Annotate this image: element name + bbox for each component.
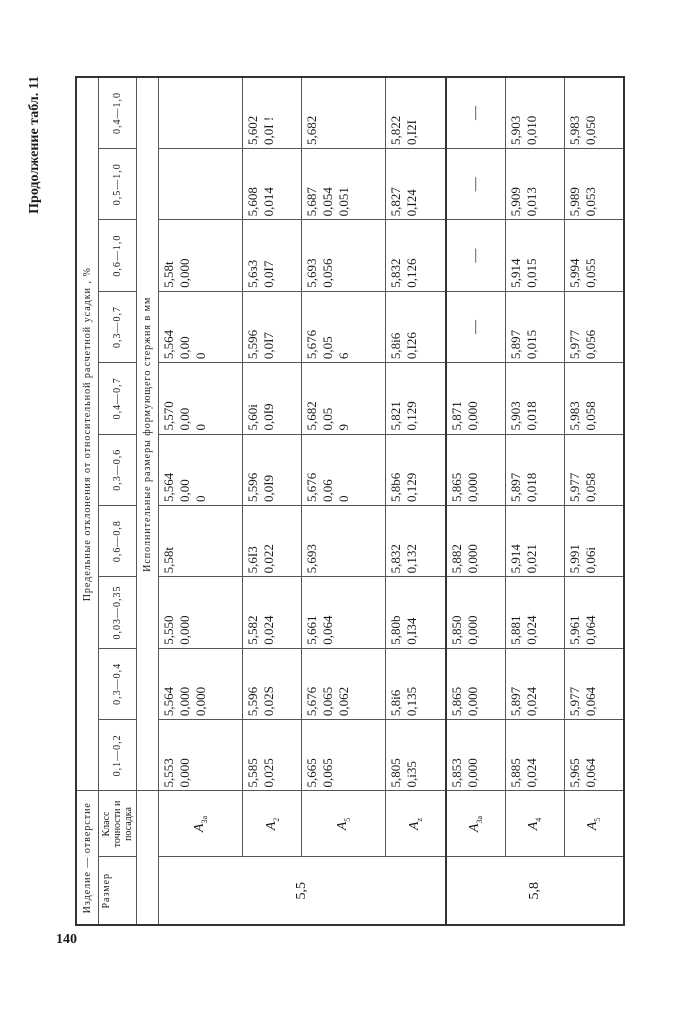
value-cell xyxy=(564,77,624,148)
class-cell: $A_4$ xyxy=(505,791,564,857)
value-line: 5,58t xyxy=(160,546,176,574)
value-cell xyxy=(505,720,564,791)
value-line: 5,553 xyxy=(160,758,176,788)
value-cell xyxy=(242,720,301,791)
value-cell xyxy=(158,291,242,362)
value-line: 5,865 xyxy=(448,686,464,717)
value-cell xyxy=(505,77,564,148)
value-line: 0,053 xyxy=(582,187,598,217)
value-line: 5,983 xyxy=(566,401,582,431)
value-cell xyxy=(242,434,301,505)
value-cell xyxy=(446,720,506,791)
page-number: 140 xyxy=(56,932,77,947)
value-line: 0,05 xyxy=(319,407,335,431)
value-cell xyxy=(386,220,446,291)
value-cell xyxy=(301,720,385,791)
value-line: 0,058 xyxy=(582,401,598,431)
value-line: 0,014 xyxy=(260,187,276,217)
value-cell xyxy=(564,720,624,791)
value-line: 0,000 xyxy=(176,258,192,288)
value-line: 0 xyxy=(192,424,208,431)
value-line: 5,897 xyxy=(507,329,523,360)
value-line: 5,693 xyxy=(303,544,319,574)
value-cell xyxy=(242,148,301,219)
value-cell xyxy=(386,291,446,362)
value-line: 0,129 xyxy=(404,472,420,502)
value-line: 0,051 xyxy=(335,187,351,217)
value-line: 0,010 xyxy=(523,115,539,145)
value-line: 0,000 xyxy=(192,686,208,717)
value-cell xyxy=(158,77,242,148)
value-cell xyxy=(564,434,624,505)
value-cell xyxy=(564,648,624,719)
value-line: 0,018 xyxy=(523,401,539,431)
rotated-table-block xyxy=(27,76,625,926)
value-line: 0,013 xyxy=(523,187,539,217)
value-cell xyxy=(158,505,242,576)
value-cell xyxy=(158,220,242,291)
value-line: 5,570 xyxy=(160,401,176,431)
value-line: 5,853 xyxy=(448,758,464,788)
value-cell xyxy=(242,577,301,648)
value-line: 5,822 xyxy=(388,115,404,145)
range-header: 0,3—0,4 xyxy=(98,648,136,719)
value-line: 5,882 xyxy=(448,544,464,574)
value-line: 0,064 xyxy=(582,615,598,645)
value-line: 5,602 xyxy=(244,115,260,145)
value-cell: — xyxy=(446,291,506,362)
value-line: 6 xyxy=(335,352,351,360)
value-line: 5,991 xyxy=(566,544,582,574)
value-line: 0,064 xyxy=(582,758,598,788)
value-line: 5,832 xyxy=(388,544,404,574)
value-line: 5,665 xyxy=(303,758,319,788)
value-line: 5,564 xyxy=(160,686,176,717)
value-line: 0,022 xyxy=(260,544,276,574)
value-cell xyxy=(301,291,385,362)
table-row xyxy=(505,77,564,925)
value-line: 0,015 xyxy=(523,258,539,288)
value-cell xyxy=(505,148,564,219)
value-cell xyxy=(446,577,506,648)
value-line: 0,06i xyxy=(582,546,598,574)
value-line: 0,000 xyxy=(464,758,480,788)
value-cell xyxy=(505,577,564,648)
table-row xyxy=(242,77,301,925)
value-cell xyxy=(446,648,506,719)
value-line: 0,058 xyxy=(582,472,598,502)
value-cell xyxy=(386,720,446,791)
range-header: 0,6—1,0 xyxy=(98,220,136,291)
value-cell: — xyxy=(446,220,506,291)
class-cell: $A_2$ xyxy=(242,791,301,857)
value-line: 0,064 xyxy=(319,615,335,645)
value-line: 0,0I ! xyxy=(260,116,276,145)
value-line: 0,055 xyxy=(582,258,598,288)
class-cell: $A_z$ xyxy=(386,791,446,857)
value-cell xyxy=(505,220,564,291)
value-line: 0,021 xyxy=(523,544,539,574)
value-line: 5,850 xyxy=(448,615,464,645)
value-line: 0,00 xyxy=(176,336,192,360)
range-header: 0,3—0,6 xyxy=(98,434,136,505)
value-line: 0,02S xyxy=(260,686,276,717)
value-line: 5,897 xyxy=(507,472,523,502)
table-row xyxy=(386,77,446,925)
value-line: 5,897 xyxy=(507,686,523,717)
value-line: 5,8i6 xyxy=(388,689,404,717)
value-line: 0,0I7 xyxy=(260,332,276,360)
value-line: 0,I26 xyxy=(404,332,420,360)
value-cell xyxy=(158,434,242,505)
value-line: 5,865 xyxy=(448,472,464,502)
range-header: 0,6—0,8 xyxy=(98,505,136,576)
value-line: 0,135 xyxy=(404,686,420,717)
value-line: 5,903 xyxy=(507,115,523,145)
value-line: 0 xyxy=(192,352,208,360)
deviations-header: Предельные отклонения от относительной расчетной усадки , % xyxy=(76,77,98,791)
value-line: 5,977 xyxy=(566,329,582,360)
value-line: 0,000 xyxy=(176,615,192,645)
value-line: 0,015 xyxy=(523,329,539,360)
value-cell xyxy=(301,648,385,719)
class-cell: $A_{3а}$ xyxy=(446,791,506,857)
value-line: 5,903 xyxy=(507,401,523,431)
value-cell xyxy=(505,648,564,719)
value-line: 5,596 xyxy=(244,686,260,717)
range-header: 0,3—0,7 xyxy=(98,291,136,362)
table-row xyxy=(446,77,506,925)
value-line: 0,056 xyxy=(319,258,335,288)
tolerance-table xyxy=(75,76,625,926)
value-line: 5,682 xyxy=(303,115,319,145)
value-line: 0,000 xyxy=(176,758,192,788)
value-line: 5,676 xyxy=(303,329,319,360)
value-line: 5,989 xyxy=(566,187,582,217)
value-line: 5,914 xyxy=(507,258,523,288)
value-line: 5,994 xyxy=(566,258,582,288)
value-cell xyxy=(158,363,242,434)
value-cell xyxy=(242,363,301,434)
table-row xyxy=(301,77,385,925)
value-line: 5,832 xyxy=(388,258,404,288)
value-line: 0,0I9 xyxy=(260,403,276,431)
value-cell xyxy=(242,291,301,362)
value-line: 0,000 xyxy=(464,686,480,717)
value-cell xyxy=(564,505,624,576)
value-line: 5,8b6 xyxy=(388,472,404,502)
value-line: 5,8i6 xyxy=(388,332,404,360)
value-cell xyxy=(301,434,385,505)
value-cell xyxy=(301,148,385,219)
value-cell xyxy=(242,220,301,291)
value-cell xyxy=(505,291,564,362)
value-cell xyxy=(242,648,301,719)
value-line: 0,024 xyxy=(523,615,539,645)
class-cell: $A_5$ xyxy=(301,791,385,857)
value-cell xyxy=(386,434,446,505)
value-cell xyxy=(242,505,301,576)
value-line: 0,00 xyxy=(176,407,192,431)
value-line: 5,582 xyxy=(244,615,260,645)
value-cell xyxy=(564,577,624,648)
value-line: 5,596 xyxy=(244,472,260,502)
value-line: 0,000 xyxy=(464,472,480,502)
value-line: 0,054 xyxy=(319,187,335,217)
value-line: 0,132 xyxy=(404,544,420,574)
value-line: 5,608 xyxy=(244,187,260,217)
value-line: 9 xyxy=(335,424,351,431)
value-cell xyxy=(158,648,242,719)
value-line: 0 xyxy=(335,495,351,502)
value-cell xyxy=(446,434,506,505)
value-line: 5,564 xyxy=(160,472,176,502)
value-cell: — xyxy=(446,77,506,148)
value-line: 0,062 xyxy=(335,686,351,717)
value-line: 5,661 xyxy=(303,615,319,645)
value-line: 0,126 xyxy=(404,258,420,288)
value-line: 0,0I9 xyxy=(260,474,276,502)
value-line: 0,000 xyxy=(176,686,192,717)
value-line: 5,60i xyxy=(244,404,260,431)
value-cell xyxy=(505,363,564,434)
value-cell xyxy=(158,577,242,648)
range-header: 0,4—1,0 xyxy=(98,77,136,148)
executive-band: Исполнительные размеры формующего стержня в мм xyxy=(136,77,158,791)
range-header: 0,5—1,0 xyxy=(98,148,136,219)
value-line: 5,805 xyxy=(388,758,404,788)
value-cell xyxy=(564,148,624,219)
value-line: 5,564 xyxy=(160,329,176,360)
range-header: 0,1—0,2 xyxy=(98,720,136,791)
value-cell xyxy=(158,720,242,791)
size-header: Размер xyxy=(98,857,136,925)
value-cell xyxy=(386,363,446,434)
value-cell xyxy=(386,77,446,148)
value-line: 0,I24 xyxy=(404,189,420,217)
blank-band xyxy=(136,791,158,925)
value-line: 5,58t xyxy=(160,261,176,288)
value-cell xyxy=(564,363,624,434)
value-cell xyxy=(564,220,624,291)
value-line: 5,977 xyxy=(566,472,582,502)
value-line: 0,I2I xyxy=(404,120,420,145)
value-line: 5,6з3 xyxy=(244,259,260,288)
value-line: 5,827 xyxy=(388,187,404,217)
value-line: 5,682 xyxy=(303,401,319,431)
value-line: 5,6I3 xyxy=(244,546,260,574)
range-header: 0,4—0,7 xyxy=(98,363,136,434)
range-header: 0,03—0,35 xyxy=(98,577,136,648)
size-cell: 5,5 xyxy=(158,857,446,925)
value-line: 5,550 xyxy=(160,615,176,645)
value-line: 0,i35 xyxy=(404,761,420,788)
value-cell xyxy=(446,505,506,576)
value-line: 5,80b xyxy=(388,615,404,645)
value-line: 0,024 xyxy=(523,686,539,717)
value-line: 0,065 xyxy=(319,758,335,788)
value-cell xyxy=(301,577,385,648)
value-line: 0,025 xyxy=(260,758,276,788)
value-line: 0,024 xyxy=(260,615,276,645)
value-cell xyxy=(386,148,446,219)
value-cell xyxy=(301,505,385,576)
value-line: 0,064 xyxy=(582,686,598,717)
value-line: 0,I34 xyxy=(404,617,420,645)
value-cell: — xyxy=(446,148,506,219)
value-line: 0,0I7 xyxy=(260,260,276,288)
value-line: 5,821 xyxy=(388,401,404,431)
class-header: Класс точности и посадка xyxy=(98,791,136,857)
value-line: 5,881 xyxy=(507,615,523,645)
value-line: 5,871 xyxy=(448,401,464,431)
value-line: 0,000 xyxy=(464,544,480,574)
class-cell: $A_5$ xyxy=(564,791,624,857)
value-cell xyxy=(386,648,446,719)
value-line: 0,05 xyxy=(319,336,335,360)
value-line: 0,00 xyxy=(176,479,192,502)
value-line: 0,056 xyxy=(582,329,598,360)
value-line: 5,687 xyxy=(303,187,319,217)
value-line: 0,000 xyxy=(464,615,480,645)
value-line: 0,050 xyxy=(582,115,598,145)
value-line: 5,585 xyxy=(244,758,260,788)
value-line: 5,596 xyxy=(244,329,260,360)
size-cell: 5,8 xyxy=(446,857,624,925)
value-cell xyxy=(242,77,301,148)
value-line: 5,914 xyxy=(507,544,523,574)
table-caption: Продолжение табл. 11 xyxy=(27,76,42,214)
value-line: 0,000 xyxy=(464,401,480,431)
value-line: 0 xyxy=(192,495,208,502)
value-line: 5,961 xyxy=(566,615,582,645)
value-line: 5,977 xyxy=(566,686,582,717)
product-header: Изделие — отверстие xyxy=(76,791,98,925)
value-line: 5,983 xyxy=(566,115,582,145)
value-cell xyxy=(505,434,564,505)
table-row xyxy=(564,77,624,925)
value-cell xyxy=(301,77,385,148)
value-line: 5,965 xyxy=(566,758,582,788)
value-cell xyxy=(505,505,564,576)
value-line: 0,018 xyxy=(523,472,539,502)
table-row xyxy=(158,77,242,925)
class-cell: $A_{3а}$ xyxy=(158,791,242,857)
value-line: 0,06 xyxy=(319,479,335,502)
value-line: 5,909 xyxy=(507,187,523,217)
value-cell xyxy=(564,291,624,362)
value-cell xyxy=(301,363,385,434)
value-cell xyxy=(386,505,446,576)
value-cell xyxy=(446,363,506,434)
value-cell xyxy=(301,220,385,291)
value-line: 5,676 xyxy=(303,472,319,502)
value-line: 0,024 xyxy=(523,758,539,788)
value-cell xyxy=(158,148,242,219)
value-cell xyxy=(386,577,446,648)
value-line: 5,693 xyxy=(303,258,319,288)
value-line: 5,676 xyxy=(303,686,319,717)
value-line: 0,065 xyxy=(319,686,335,717)
value-line: 5,885 xyxy=(507,758,523,788)
value-line: 0,129 xyxy=(404,401,420,431)
